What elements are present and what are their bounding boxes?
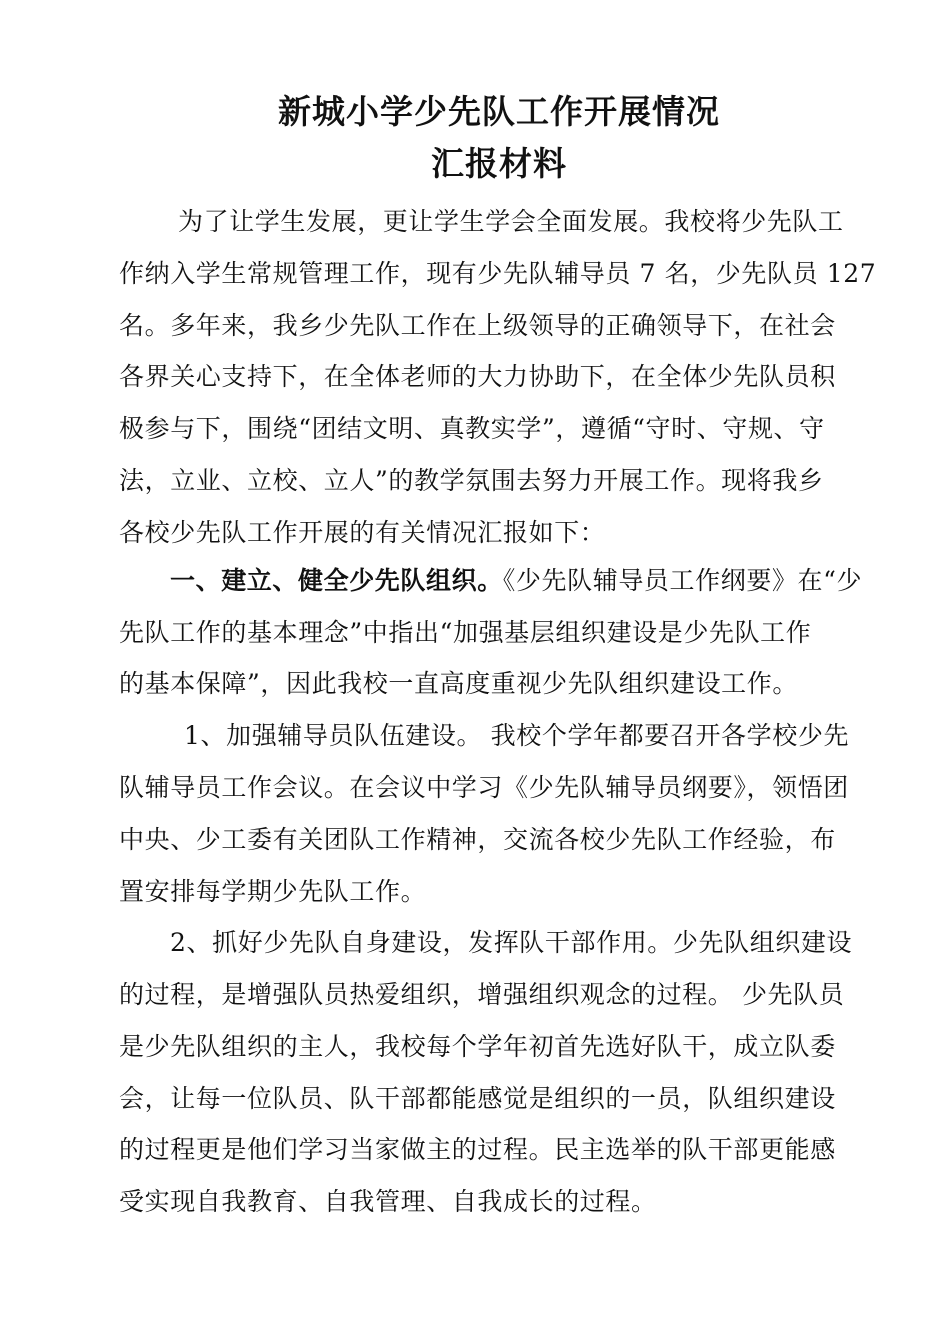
- paragraph-line: 先队工作的基本理念”中指出“加强基层组织建设是少先队工作: [119, 618, 812, 647]
- paragraph-line: 是少先队组织的主人，我校每个学年初首先选好队干，成立队委: [119, 1032, 836, 1061]
- paragraph-line: 置安排每学期少先队工作。: [119, 877, 427, 906]
- paragraph-line: 2、抓好少先队自身建设，发挥队干部作用。少先队组织建设: [170, 928, 853, 957]
- paragraph-line: 会，让每一位队员、队干部都能感觉是组织的一员，队组织建设: [119, 1084, 836, 1113]
- paragraph-line: 中央、少工委有关团队工作精神，交流各校少先队工作经验，布: [119, 825, 836, 854]
- paragraph-line: 受实现自我教育、自我管理、自我成长的过程。: [119, 1187, 657, 1216]
- paragraph-line: 队辅导员工作会议。在会议中学习《少先队辅导员纲要》，领悟团: [119, 773, 849, 802]
- document-title: 新城小学少先队工作开展情况: [278, 92, 720, 131]
- paragraph-line: 极参与下，围绕“团结文明、真教实学”，遵循“守时、守规、守: [119, 414, 825, 443]
- paragraph-line: 1、加强辅导员队伍建设。 我校个学年都要召开各学校少先: [184, 721, 850, 750]
- paragraph-line: 的过程更是他们学习当家做主的过程。民主选举的队干部更能感: [119, 1135, 836, 1164]
- paragraph-line: 名。多年来，我乡少先队工作在上级领导的正确领导下，在社会: [119, 311, 836, 340]
- section-text: 《少先队辅导员工作纲要》在“少: [502, 566, 863, 595]
- paragraph-line: 各校少先队工作开展的有关情况汇报如下：: [119, 518, 606, 547]
- paragraph-line: 法，立业、立校、立人”的教学氛围去努力开展工作。现将我乡: [119, 466, 824, 495]
- document-subtitle: 汇报材料: [431, 144, 567, 183]
- section-heading: 一、建立、健全少先队组织。: [170, 566, 503, 595]
- paragraph-line: 的过程，是增强队员热爱组织，增强组织观念的过程。 少先队员: [119, 980, 845, 1009]
- paragraph-line: 各界关心支持下，在全体老师的大力协助下，在全体少先队员积: [119, 362, 836, 391]
- paragraph-line: 为了让学生发展，更让学生学会全面发展。我校将少先队工: [178, 207, 844, 236]
- paragraph-line: 的基本保障”，因此我校一直高度重视少先队组织建设工作。: [119, 669, 798, 698]
- paragraph-line: 作纳入学生常规管理工作，现有少先队辅导员 7 名，少先队员 127: [119, 259, 877, 288]
- section-line: [170, 566, 890, 596]
